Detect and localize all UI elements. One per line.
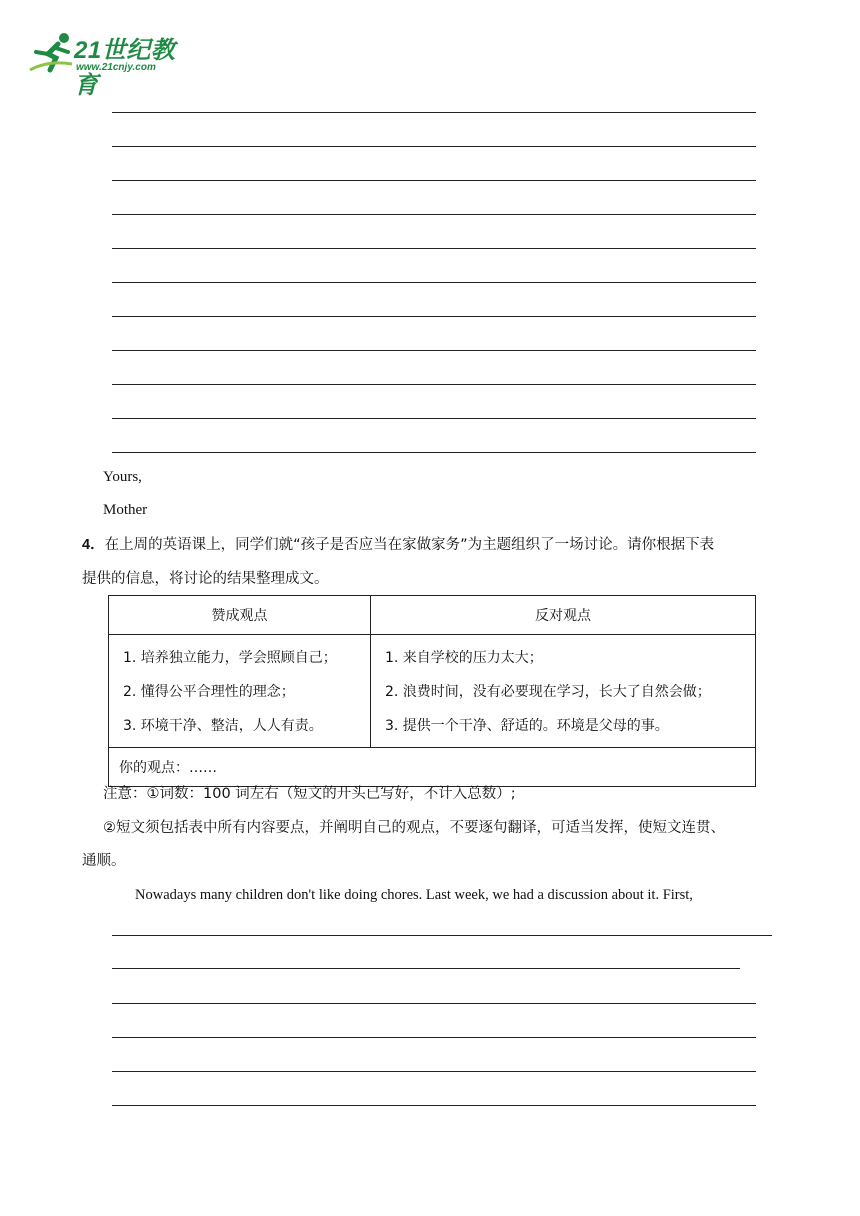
answer-line[interactable] [112,248,756,249]
logo [28,30,198,99]
logo-brand: 21世纪教育 [74,37,176,99]
note-line-3: 通顺。 [82,853,126,869]
table-header-row [109,596,756,635]
note-line-2: ②短文须包括表中所有内容要点，并阐明自己的观点，不要逐句翻译，可适当发挥，使短文连贯、 [103,820,725,836]
answer-line[interactable] [112,146,756,147]
con-list [371,635,756,748]
answer-line[interactable] [112,418,756,419]
pro-item: 2. 懂得公平合理性的理念； [123,684,295,700]
con-item: 3. 提供一个干净、舒适的。环境是父母的事。 [385,718,669,734]
runner-icon [28,30,76,76]
answer-line[interactable] [112,452,756,453]
answer-line[interactable] [112,1071,756,1072]
con-item: 1. 来自学校的压力太大； [385,650,543,666]
con-item: 2. 浪费时间，没有必要现在学习，长大了自然会做； [385,684,711,700]
prompt-line-2: 提供的信息，将讨论的结果整理成文。 [82,571,329,587]
opinions-table [108,595,756,787]
answer-line[interactable] [112,1003,756,1004]
answer-line[interactable] [112,1037,756,1038]
answer-line[interactable] [112,1105,756,1106]
pro-item: 3. 环境干净、整洁，人人有责。 [123,718,323,734]
letter-signature: Mother [103,502,148,518]
your-view-row [109,748,756,787]
prompt-line-1: 在上周的英语课上，同学们就“孩子是否应当在家做家务”为主题组织了一场讨论。请你根据下表 [104,537,715,553]
letter-closing: Yours, [103,469,142,485]
answer-line[interactable] [112,180,756,181]
answer-line[interactable] [112,214,756,215]
answer-line[interactable] [112,935,772,936]
essay-opening: Nowadays many children don't like doing chores. Last week, we had a discussion about it. First, [135,887,693,903]
pro-item: 1. 培养独立能力，学会照顾自己； [123,650,337,666]
question-number: 4． [82,537,105,553]
logo-url: www.21cnjy.com [76,62,156,73]
con-header: 反对观点 [371,596,756,635]
pro-header: 赞成观点 [109,596,371,635]
table-body-row [109,635,756,748]
answer-line[interactable] [112,316,756,317]
question-4-prompt [82,535,714,555]
answer-line[interactable] [112,350,756,351]
your-view[interactable]: 你的观点：…… [109,748,756,787]
note-line-1: 注意：①词数：100 词左右（短文的开头已写好，不计入总数）; [103,786,516,802]
answer-line[interactable] [112,112,756,113]
answer-line[interactable] [112,282,756,283]
answer-line[interactable] [112,384,756,385]
pro-list [109,635,371,748]
answer-line[interactable] [112,968,740,969]
